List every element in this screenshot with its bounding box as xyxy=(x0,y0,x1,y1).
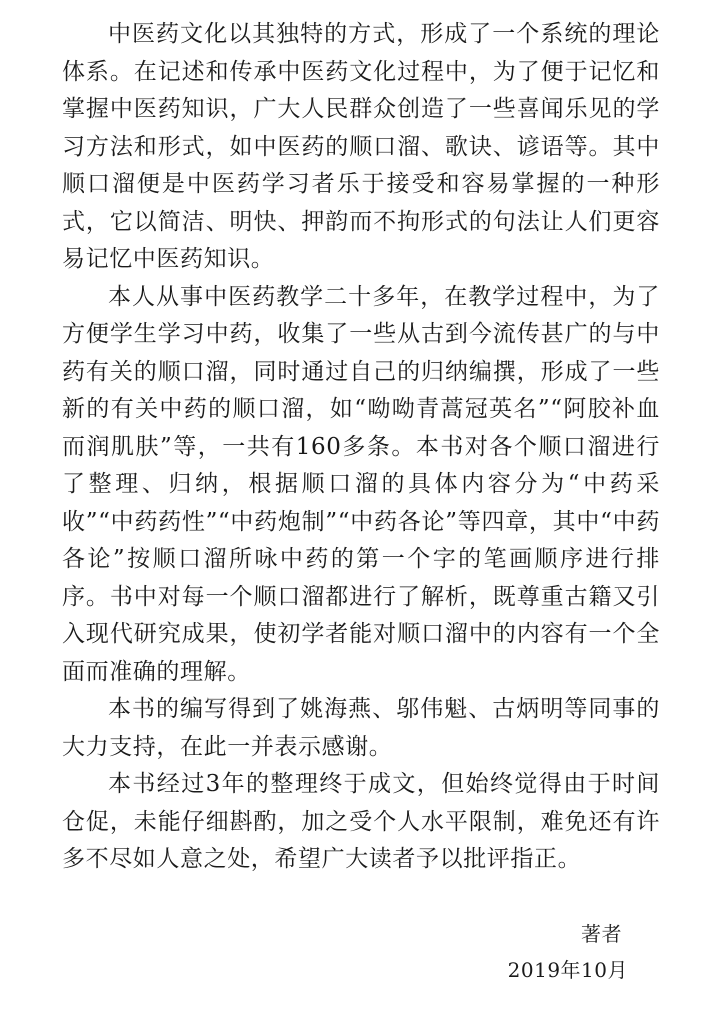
signature-author: 著者 xyxy=(581,922,622,946)
paragraph-3: 本书的编写得到了姚海燕、邬伟魁、古炳明等同事的大力支持，在此一并表示感谢。 xyxy=(62,696,660,760)
preface-body xyxy=(62,16,660,879)
signature-date: 2019年10月 xyxy=(507,958,628,982)
paragraph-2: 本人从事中医药教学二十多年，在教学过程中，为了方便学生学习中药，收集了一些从古到今流传甚广的与中药有关的顺口溜，同时通过自己的归纳编撰，形成了一些新的有关中药的顺口溜，如“呦呦青蒿冠英名”“阿胶补血而润肌肤”等，一共有160多条。本书对各个顺口溜进行了整理、归纳，根据顺口溜的具体内容分为“中药采收”“中药药性”“中药炮制”“中药各论”等四章，其中“中药各论”按顺口溜所咏中药的第一个字的笔画顺序进行排序。书中对每一个顺口溜都进行了解析，既尊重古籍又引入现代研究成果，使初学者能对顺口溜中的内容有一个全面而准确的理解。 xyxy=(62,283,660,685)
paragraph-1: 中医药文化以其独特的方式，形成了一个系统的理论体系。在记述和传承中医药文化过程中，为了便于记忆和掌握中医药知识，广大人民群众创造了一些喜闻乐见的学习方法和形式，如中医药的顺口溜、歌诀、谚语等。其中顺口溜便是中医药学习者乐于接受和容易掌握的一种形式，它以简洁、明快、押韵而不拘形式的句法让人们更容易记忆中医药知识。 xyxy=(62,21,660,272)
paragraph-4: 本书经过3年的整理终于成文，但始终觉得由于时间仓促，未能仔细斟酌，加之受个人水平限制，难免还有许多不尽如人意之处，希望广大读者予以批评指正。 xyxy=(62,771,660,872)
signature-block xyxy=(508,916,628,988)
